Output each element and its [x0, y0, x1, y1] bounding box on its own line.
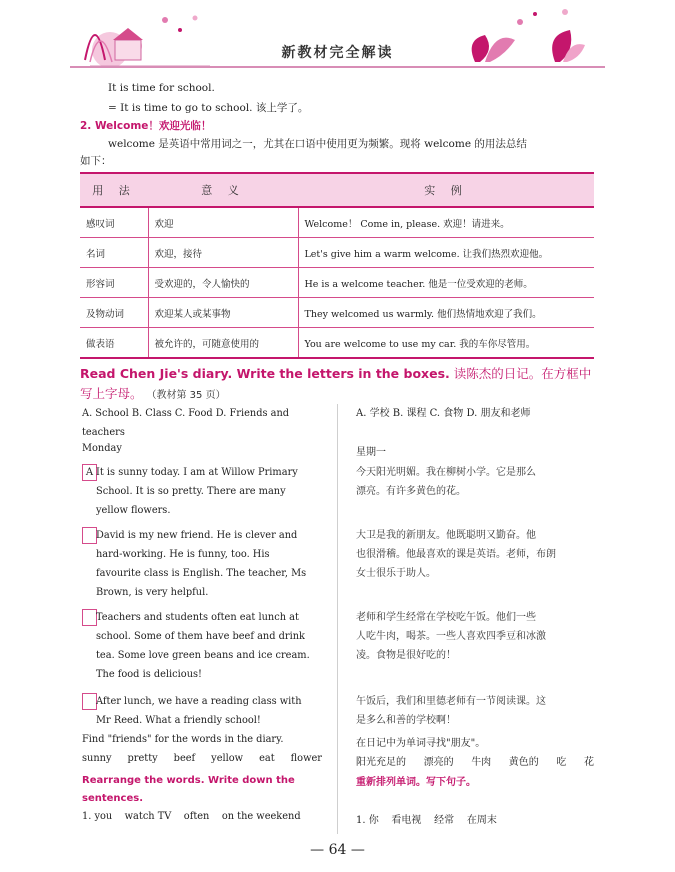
header-rule	[70, 66, 605, 68]
diary-line: It is sunny today. I am at Willow Primary	[96, 467, 298, 478]
table-header-row	[80, 173, 594, 207]
table-cell: 欢迎	[148, 207, 298, 238]
diary-line: School. It is so pretty. There are many	[96, 486, 286, 497]
exercise-title-zh: 读陈杰的日记。在方框中写上字母。	[80, 366, 592, 401]
table-row	[80, 298, 594, 328]
diary-line-zh: 是多么和善的学校啊！	[356, 715, 456, 726]
diary-line-zh: 午饭后，我们和里德老师有一节阅读课。这	[356, 696, 546, 707]
word-zh: 黄色的	[508, 757, 539, 768]
options-zh: A. 学校 B. 课程 C. 食物 D. 朋友和老师	[356, 408, 531, 419]
word-zh: 花	[583, 757, 594, 768]
diary-line: Mr Reed. What a friendly school!	[96, 715, 261, 726]
table-header-cell: 用 法	[80, 173, 148, 207]
diary-paragraph-1-zh	[356, 463, 596, 501]
word-list-en	[82, 753, 322, 764]
exercise-reference: （教材第 35 页）	[146, 390, 226, 401]
rearrange-item-1-zh: 1. 你 看电视 经常 在周末	[356, 815, 497, 826]
diary-paragraph-3-zh	[356, 608, 596, 665]
word-zh: 吃	[556, 757, 567, 768]
diary-paragraph-4-zh	[356, 692, 596, 730]
word: sunny	[82, 753, 112, 764]
diary-line: school. Some of them have beef and drink	[96, 631, 305, 642]
rearrange-line: sentences.	[82, 793, 143, 804]
section-desc-line-2: 如下：	[80, 155, 112, 167]
diary-line: Teachers and students often eat lunch at	[96, 612, 299, 623]
diary-paragraph-2	[82, 526, 322, 602]
table-row	[80, 238, 594, 268]
exercise-title	[80, 364, 600, 406]
word-list-zh	[356, 753, 594, 768]
diary-line-zh: 人吃牛肉，喝茶。一些人喜欢四季豆和冰激	[356, 631, 546, 642]
table-cell: 受欢迎的，令人愉快的	[148, 268, 298, 298]
table-header-cell: 实 例	[298, 173, 594, 207]
table-header-cell: 意 义	[148, 173, 298, 207]
table-cell: They welcomed us warmly. 他们热情地欢迎了我们。	[298, 298, 594, 328]
diary-line-zh: 凌。食物是很好吃的！	[356, 650, 456, 661]
diary-line: Brown, is very helpful.	[96, 587, 209, 598]
find-friends-zh: 在日记中为单词寻找"朋友"。	[356, 738, 486, 749]
word: flower	[290, 753, 322, 764]
diary-line: The food is delicious!	[96, 669, 202, 680]
diary-day-zh: 星期一	[356, 447, 386, 458]
options-en	[82, 404, 322, 442]
diary-line: favourite class is English. The teacher, Ms	[96, 568, 307, 579]
options-line-1: A. School B. Class C. Food D. Friends and	[82, 408, 290, 419]
table-cell: 做表语	[80, 328, 148, 359]
diary-line-zh: 漂亮。有许多黄色的花。	[356, 486, 466, 497]
diary-line: yellow flowers.	[96, 505, 171, 516]
page-number: — 64 —	[310, 842, 365, 858]
rearrange-heading-zh: 重新排列单词。写下句子。	[356, 777, 476, 788]
table-cell: Let's give him a warm welcome. 让我们热烈欢迎他。	[298, 238, 594, 268]
header-title: 新教材完全解读	[281, 45, 394, 61]
table-cell: 名词	[80, 238, 148, 268]
column-divider	[337, 404, 338, 834]
find-friends-en: Find "friends" for the words in the diary.	[82, 734, 284, 745]
page-header	[0, 0, 675, 78]
section-heading: 2. Welcome！欢迎光临！	[80, 120, 212, 132]
diary-line-zh: 女士很乐于助人。	[356, 568, 436, 579]
section-desc-line-1: welcome 是英语中常用词之一，尤其在口语中使用更为频繁。现将 welcome 的用法总结	[108, 138, 527, 150]
diary-paragraph-3	[82, 608, 322, 684]
intro-line-1: It is time for school.	[108, 82, 215, 94]
diary-line: hard-working. He is funny, too. His	[96, 549, 270, 560]
table-cell: 形容词	[80, 268, 148, 298]
table-cell: 欢迎，接待	[148, 238, 298, 268]
table-row	[80, 268, 594, 298]
table-row	[80, 207, 594, 238]
rearrange-heading-en	[82, 772, 295, 808]
diary-line-zh: 今天阳光明媚。我在柳树小学。它是那么	[356, 467, 536, 478]
diary-line: David is my new friend. He is clever and	[96, 530, 298, 541]
answer-box-1[interactable]: A	[82, 464, 97, 481]
table-cell: Welcome！ Come in, please. 欢迎！请进来。	[298, 207, 594, 238]
diary-line-zh: 也很滑稽。他最喜欢的课是英语。老师，布朗	[356, 549, 556, 560]
table-cell: You are welcome to use my car. 我的车你尽管用。	[298, 328, 594, 359]
table-cell: 欢迎某人或某事物	[148, 298, 298, 328]
word-zh: 漂亮的	[423, 757, 454, 768]
word-zh: 阳光充足的	[356, 757, 406, 768]
diary-line-zh: 老师和学生经常在学校吃午饭。他们一些	[356, 612, 536, 623]
rearrange-item-1-en: 1. you watch TV often on the weekend	[82, 811, 301, 822]
table-cell: 及物动词	[80, 298, 148, 328]
options-line-2: teachers	[82, 427, 125, 438]
word: beef	[173, 753, 196, 764]
table-cell: He is a welcome teacher. 他是一位受欢迎的老师。	[298, 268, 594, 298]
word: yellow	[211, 753, 244, 764]
word: eat	[259, 753, 275, 764]
table-cell: 感叹词	[80, 207, 148, 238]
diary-line-zh: 大卫是我的新朋友。他既聪明又勤奋。他	[356, 530, 536, 541]
table-row	[80, 328, 594, 359]
intro-line-2: = It is time to go to school. 该上学了。	[108, 102, 309, 114]
word-zh: 牛肉	[471, 757, 492, 768]
rearrange-line: Rearrange the words. Write down the	[82, 775, 295, 786]
word: pretty	[127, 753, 158, 764]
diary-day: Monday	[82, 443, 122, 454]
diary-paragraph-1	[82, 463, 322, 520]
usage-table	[80, 172, 594, 359]
diary-paragraph-4	[82, 692, 322, 730]
table-cell: 被允许的，可随意使用的	[148, 328, 298, 359]
diary-line: tea. Some love green beans and ice cream.	[96, 650, 310, 661]
diary-paragraph-2-zh	[356, 526, 596, 583]
diary-line: After lunch, we have a reading class with	[96, 696, 302, 707]
exercise-title-en: Read Chen Jie's diary. Write the letters in the boxes.	[80, 366, 450, 381]
